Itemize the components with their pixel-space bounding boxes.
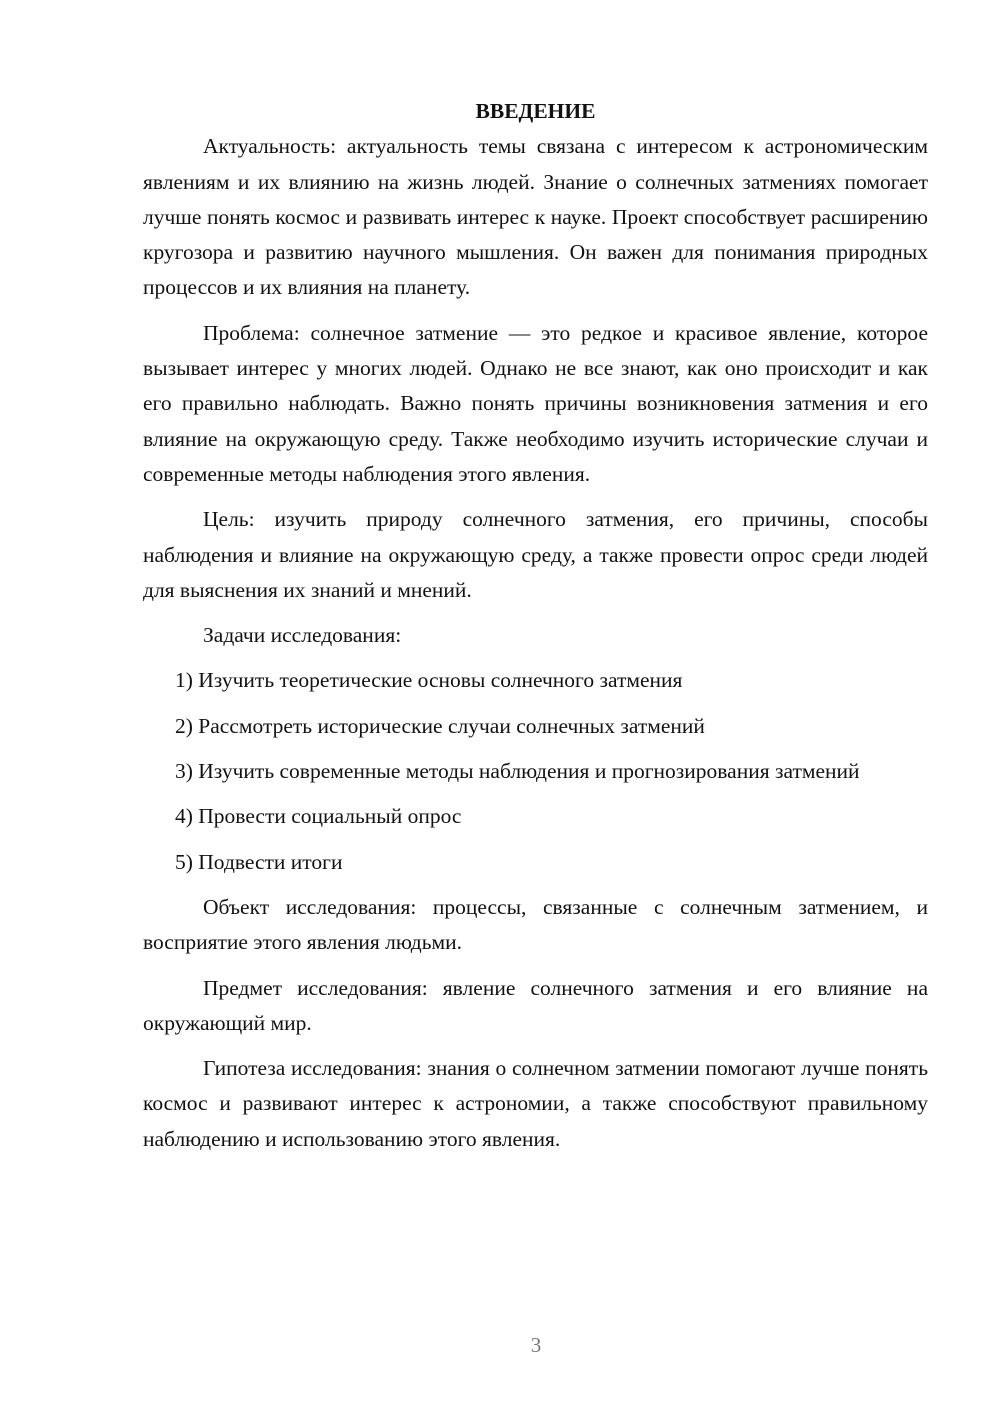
task-item: 1) Изучить теоретические основы солнечного затмения — [175, 668, 683, 693]
relevance-paragraph: Актуальность: актуальность темы связана с интересом к астрономическим явлениям и их влиянию на жизнь людей. Знание о солнечных затмениях помогает лучше понять космос и развивать интерес к науке. Проект способствует расширению кругозора и развитию научного мышления. Он важен для понимания природных процессов и их влияния на планету. — [143, 134, 928, 300]
goal-paragraph: Цель: изучить природу солнечного затмения, его причины, способы наблюдения и влияние на окружающую среду, а также провести опрос среди людей для выяснения их знаний и мнений. — [143, 507, 928, 602]
page-number: 3 — [530, 1333, 542, 1357]
object-paragraph: Объект исследования: процессы, связанные с солнечным затмением, и восприятие этого явления людьми. — [143, 894, 928, 955]
task-item: 3) Изучить современные методы наблюдения и прогнозирования затмений — [175, 759, 860, 784]
subject-paragraph: Предмет исследования: явление солнечного затмения и его влияние на окружающий мир. — [143, 975, 928, 1035]
section-title: ВВЕДЕНИЕ — [475, 99, 596, 123]
task-item: 2) Рассмотреть исторические случаи солнечных затмений — [175, 713, 705, 738]
task-item: 5) Подвести итоги — [175, 849, 343, 874]
task-item: 4) Провести социальный опрос — [175, 804, 462, 829]
page-content — [143, 94, 928, 1157]
tasks-heading: Задачи исследования: — [203, 623, 402, 648]
hypothesis-paragraph: Гипотеза исследования: знания о солнечном затмении помогают лучше понять космос и развивают интерес к астрономии, а также способствуют правильному наблюдению и использованию этого явления. — [143, 1056, 928, 1151]
problem-paragraph: Проблема: солнечное затмение — это редкое и красивое явление, которое вызывает интерес у многих людей. Однако не все знают, как оно происходит и как его правильно наблюдать. Важно понять причины возникновения затмения и его влияние на окружающую среду. Также необходимо изучить исторические случаи и современные методы наблюдения этого явления. — [143, 320, 928, 486]
